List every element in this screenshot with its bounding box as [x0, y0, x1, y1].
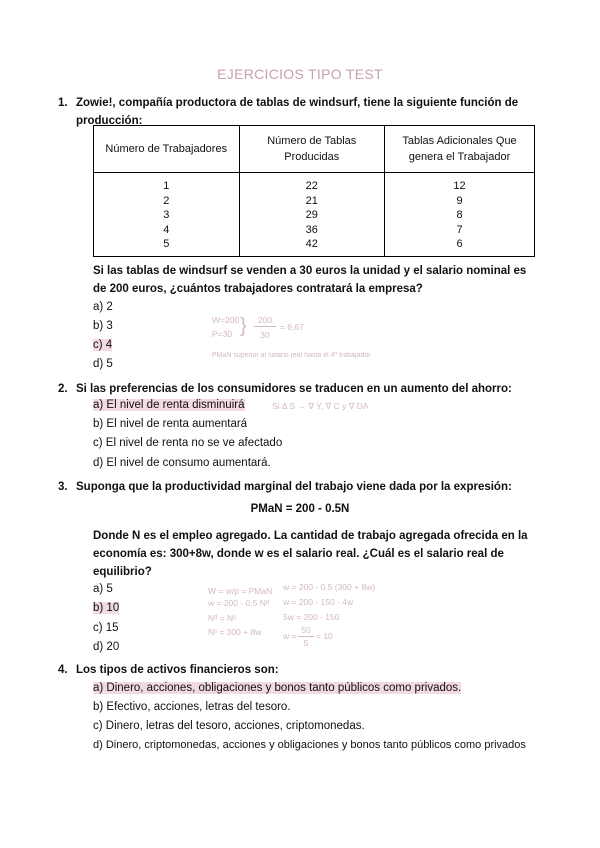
q1-note-num: 200	[254, 314, 276, 327]
q1-note-pman: PMaN superior al salario real hasta el 4º trabajador	[212, 352, 371, 359]
q3-note-den: 5	[303, 638, 309, 648]
q2-option-b[interactable]: b) El nivel de renta aumentará	[93, 418, 248, 430]
table-cell: 42	[239, 237, 385, 256]
q1-option-d[interactable]: d) 5	[93, 358, 113, 370]
table-cell: 8	[385, 208, 535, 223]
q4-option-d[interactable]: d) Dinero, criptomonedas, acciones y obligaciones y bonos tanto públicos como privados	[93, 739, 526, 751]
q2-note: Si Δ S → ∇ Y, ∇ C y ∇ DA	[272, 401, 369, 411]
q1-note-p: P=30	[212, 329, 233, 339]
page-title: EJERCICIOS TIPO TEST	[217, 66, 383, 82]
q3-formula: PMaN = 200 - 0.5N	[250, 503, 350, 515]
q1-note-den: 30	[260, 330, 270, 340]
q4-option-b[interactable]: b) Efectivo, acciones, letras del tesoro.	[93, 701, 291, 713]
q1-note-w: W=200	[212, 315, 240, 325]
table-cell: 2	[94, 194, 240, 209]
q1-note-result: = 6,67	[280, 322, 304, 332]
table-header-boards: Número de Tablas Producidas	[239, 126, 385, 173]
q4-option-a[interactable]: a) Dinero, acciones, obligaciones y bonos tanto públicos como privados.	[93, 682, 462, 694]
question-3-prompt: Donde N es el empleo agregado. La cantidad de trabajo agregada ofrecida en la economía es: 300+8w, donde w es el salario real. ¿Cuál es el salario real de equilibrio?	[93, 530, 528, 578]
q3-note-right-1: w = 200 - 0.5 (300 + 8w)	[283, 582, 376, 592]
q3-note-num: 50	[298, 624, 314, 637]
q2-option-a[interactable]: a) El nivel de renta disminuirá	[93, 399, 245, 411]
question-2-number: 2.	[58, 383, 68, 395]
question-4-number: 4.	[58, 664, 68, 676]
question-3-text: Suponga que la productividad marginal del trabajo viene dada por la expresión:	[76, 481, 512, 493]
production-table	[93, 125, 535, 257]
table-cell: 6	[385, 237, 535, 256]
q1-option-a[interactable]: a) 2	[93, 301, 113, 313]
table-row	[94, 208, 535, 223]
question-1-prompt: Si las tablas de windsurf se venden a 30 euros la unidad y el salario nominal es de 200 euros, ¿cuántos trabajadores contratará la empresa?	[93, 265, 527, 295]
q3-note-right-3: 5w = 200 - 150	[283, 612, 340, 622]
q3-option-b[interactable]: b) 10	[93, 602, 120, 614]
q2-option-c[interactable]: c) El nivel de renta no se ve afectado	[93, 437, 283, 449]
question-4	[58, 661, 536, 679]
table-cell: 21	[239, 194, 385, 209]
table-cell: 3	[94, 208, 240, 223]
table-row	[94, 237, 535, 256]
question-2-text: Si las preferencias de los consumidores se traducen en un aumento del ahorro:	[76, 383, 512, 395]
table-cell: 12	[385, 173, 535, 194]
table-header-workers: Número de Trabajadores	[94, 126, 240, 173]
q4-option-c[interactable]: c) Dinero, letras del tesoro, acciones, criptomonedas.	[93, 720, 365, 732]
table-cell: 9	[385, 194, 535, 209]
table-row	[94, 194, 535, 209]
table-cell: 1	[94, 173, 240, 194]
q1-option-c[interactable]: c) 4	[93, 339, 113, 351]
table-cell: 7	[385, 223, 535, 238]
question-1-number: 1.	[58, 97, 68, 109]
question-1-text: Zowie!, compañía productora de tablas de windsurf, tiene la siguiente función de producción:	[76, 97, 519, 127]
q3-note-left-4: Nˢ = 300 + 8w	[208, 627, 262, 637]
q3-note-right-4: w =	[283, 631, 297, 641]
table-cell: 36	[239, 223, 385, 238]
table-cell: 5	[94, 237, 240, 256]
q3-note-left-3: Nᵈ = Nˢ	[208, 613, 237, 623]
q3-option-c[interactable]: c) 15	[93, 622, 119, 634]
table-cell: 22	[239, 173, 385, 194]
q2-option-d[interactable]: d) El nivel de consumo aumentará.	[93, 457, 271, 469]
question-3	[58, 478, 536, 496]
q3-option-a[interactable]: a) 5	[93, 583, 113, 595]
question-2	[58, 380, 536, 398]
q3-note-right-2: w = 200 - 150 - 4w	[283, 597, 354, 607]
question-3-number: 3.	[58, 481, 68, 493]
q3-note-left-2: w = 200 - 0.5 Nᵈ	[208, 598, 270, 608]
q3-note-left-1: W = w/p = PMaN	[208, 586, 273, 596]
q3-note-result: = 10	[316, 631, 333, 641]
q1-option-b[interactable]: b) 3	[93, 320, 113, 332]
table-cell: 29	[239, 208, 385, 223]
brace-icon: }	[240, 315, 247, 337]
table-header-additional: Tablas Adicionales Que genera el Trabajador	[385, 126, 535, 173]
question-4-text: Los tipos de activos financieros son:	[76, 664, 279, 676]
table-row	[94, 223, 535, 238]
table-row	[94, 173, 535, 194]
q3-option-d[interactable]: d) 20	[93, 641, 120, 653]
table-cell: 4	[94, 223, 240, 238]
